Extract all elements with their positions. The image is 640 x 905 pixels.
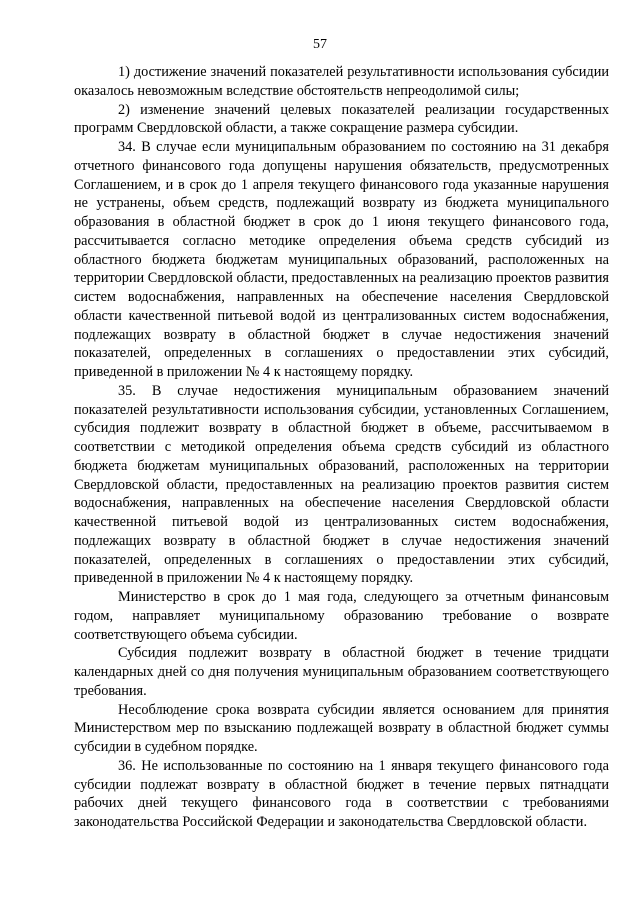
paragraph-34: 34. В случае если муниципальным образованием по состоянию на 31 декабря отчетного финансового года допущены нарушения обязательств, предусмотренных Соглашением, и в срок до 1 апреля текущего финансового года указанные нарушения не устранены, объем средств, подлежащий возврату из бюджета муниципального образования в областной бюджет в срок до 1 июня текущего финансового года, рассчитывается согласно методике определения объема средств субсидий из областного бюджета бюджетам муниципальных образований, расположенных на территории Свердловской области, предоставленных на реализацию проектов развития систем водоснабжения, направленных на обеспечение населения Свердловской области качественной питьевой водой из централизованных систем водоснабжения, подлежащих возврату в областной бюджет в случае недостижения значений показателей, определенных в соглашениях о предоставлении этих субсидий, приведенной в приложении № 4 к настоящему порядку. [74,139,609,380]
paragraph-36: 36. Не использованные по состоянию на 1 января текущего финансового года субсидии подлежат возврату в областной бюджет в течение первых пятнадцати рабочих дней текущего финансового года в соответствии с требованиями законодательства Российской Федерации и законодательства Свердловской области. [74,757,609,830]
document-text [74,63,609,832]
page-number: 57 [313,37,327,52]
paragraph-35: 35. В случае недостижения муниципальным образованием значений показателей результативности использования субсидии, установленных Соглашением, субсидия подлежит возврату в областной бюджет в объеме, рассчитываемом в соответствии с методикой определения объема средств субсидий из областного бюджета бюджетам муниципальных образований, расположенных на территории Свердловской области, предоставленных на реализацию проектов развития систем водоснабжения, направленных на обеспечение населения Свердловской области качественной питьевой водой из централизованных систем водоснабжения, подлежащих возврату в областной бюджет в случае недостижения значений показателей, определенных в соглашениях о предоставлении этих субсидий, приведенной в приложении № 4 к настоящему порядку. [74,382,609,587]
paragraph-non-compliance: Несоблюдение срока возврата субсидии является основанием для принятия Министерством мер по взысканию подлежащей возврату в областной бюджет суммы субсидии в судебном порядке. [74,701,609,755]
paragraph-ministry-deadline: Министерство в срок до 1 мая года, следующего за отчетным финансовым годом, направляет муниципальному образованию требование о возврате соответствующего объема субсидии. [74,589,609,643]
paragraph-clause-1: 1) достижение значений показателей результативности использования субсидии оказалось невозможным вследствие обстоятельств непреодолимой силы; [74,64,609,99]
paragraph-return-term: Субсидия подлежит возврату в областной бюджет в течение тридцати календарных дней со дня получения муниципальным образованием соответствующего требования. [74,645,609,699]
paragraph-clause-2: 2) изменение значений целевых показателей реализации государственных программ Свердловской области, а также сокращение размера субсидии. [74,101,609,137]
